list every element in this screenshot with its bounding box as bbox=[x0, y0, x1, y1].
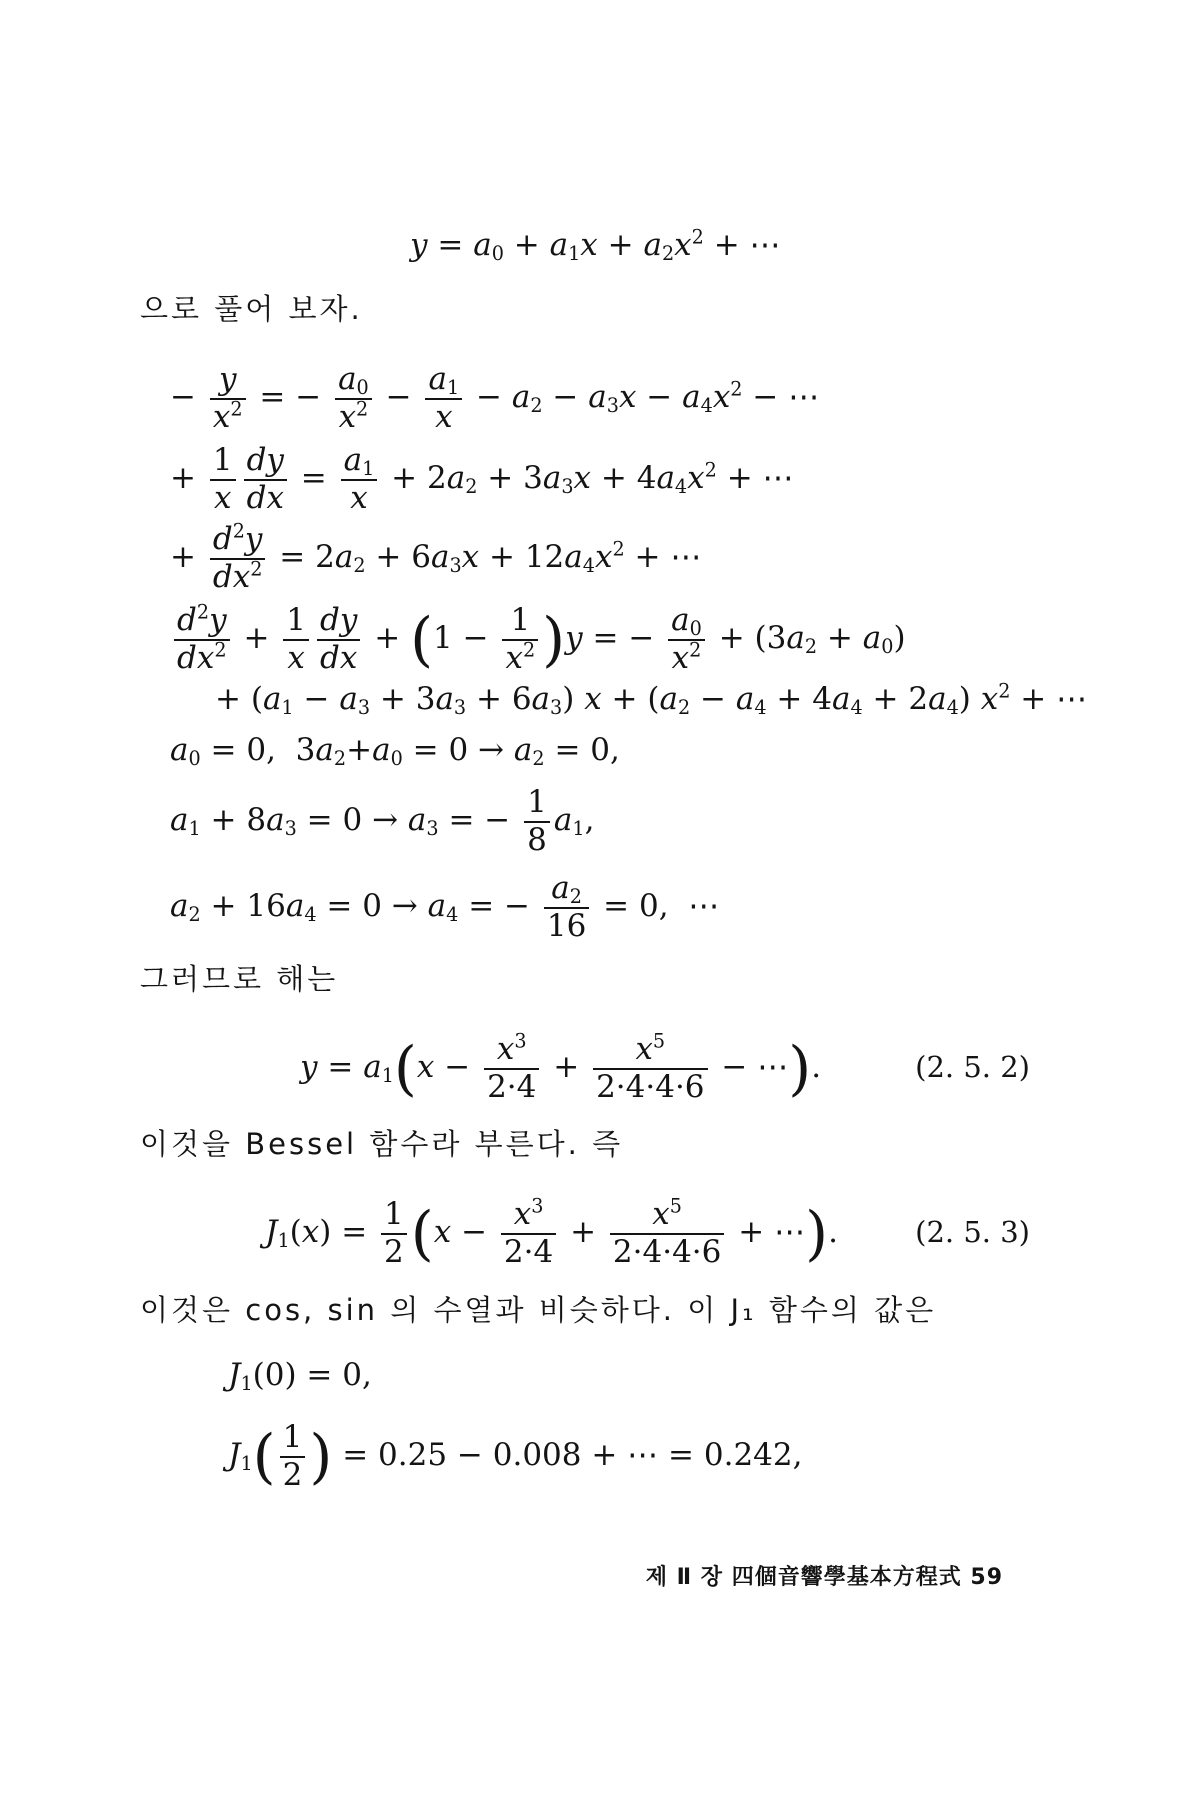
j1-zero-value: $J_1(0) = 0$, bbox=[228, 1357, 372, 1395]
equation-term-2: + $\frac{1}{x}$ $\frac{dy}{dx}$ = $\frac{a_1}{x}$ + $2a_2 + 3a_3x + 4a_4x^2$ + ⋯ bbox=[170, 442, 794, 516]
coefficient-relation-1: $a_0 = 0$, $3a_2+a_0 = 0 \to a_2 = 0$, bbox=[170, 732, 620, 770]
equation-term-1: − $\frac{y}{x^2}$ = − $\frac{a_0}{x^2}$ − $\frac{a_1}{x}$ − $a_2 - a_3x - a_4x^2$ − ⋯ bbox=[170, 361, 820, 435]
bessel-text: 이것을 Bessel 함수라 부른다. 즉 bbox=[140, 1127, 624, 1161]
coefficient-relation-2: $a_1 + 8a_3 = 0 \to a_3$ = − $\frac{1}{8}$ $a_1$, bbox=[170, 784, 595, 858]
j1-half-value: $J_1$( $\frac{1}{2}$ ) = 0.25 − 0.008 + ⋯ = 0.242, bbox=[228, 1419, 803, 1493]
therefore-text: 그러므로 해는 bbox=[140, 962, 339, 996]
equation-term-3: + $\frac{d^2y}{dx^2}$ = $2a_2 + 6a_3x + 12a_4x^2$ + ⋯ bbox=[170, 519, 702, 595]
coefficient-relation-3: $a_2 + 16a_4 = 0 \to a_4$ = − $\frac{a_2}{16}$ = 0, ⋯ bbox=[170, 870, 720, 944]
series-equation: $y = a_0 + a_1x + a_2x^2$ + ⋯ bbox=[410, 225, 781, 265]
j1-zero-result: = 0, bbox=[306, 1357, 372, 1393]
equation-number-2-5-3: (2. 5. 3) bbox=[915, 1215, 1030, 1249]
bessel-equation: $J_1(x)$ = $\frac{1}{2}$ (x − $\frac{x^3}{2\cdot 4}$ + $\frac{x^5}{2\cdot 4\cdot 4\cdot 6}$ + ⋯). bbox=[265, 1194, 838, 1270]
solution-equation: $y = a_1(x$ − $\frac{x^3}{2\cdot 4}$ + $\frac{x^5}{2\cdot 4\cdot 4\cdot 6}$ − ⋯). bbox=[300, 1029, 822, 1105]
intro-text: 으로 풀어 보자. bbox=[140, 292, 363, 326]
j1-half-result: = 0.25 − 0.008 + ⋯ = 0.242, bbox=[342, 1437, 803, 1474]
equation-number-2-5-2: (2. 5. 2) bbox=[915, 1050, 1030, 1084]
equation-sum-continued: + $(a_1 - a_3 + 3a_3 + 6a_3) x + (a_2 - a_4 + 4a_4 + 2a_4) x^2$ + ⋯ bbox=[215, 679, 1088, 719]
equation-sum: $\frac{d^2y}{dx^2}$ + $\frac{1}{x}$ $\frac{dy}{dx}$ + (1 − $\frac{1}{x^2}$ )y = − $\frac{a_0}{x^2}$ + $(3a_2 + a_0)$ bbox=[170, 603, 906, 676]
page-footer: 제 Ⅱ 장 四個音響學基本方程式 59 bbox=[645, 1565, 1003, 1590]
comparison-text: 이것은 cos, sin 의 수열과 비슷하다. 이 J₁ 함수의 값은 bbox=[140, 1293, 937, 1327]
